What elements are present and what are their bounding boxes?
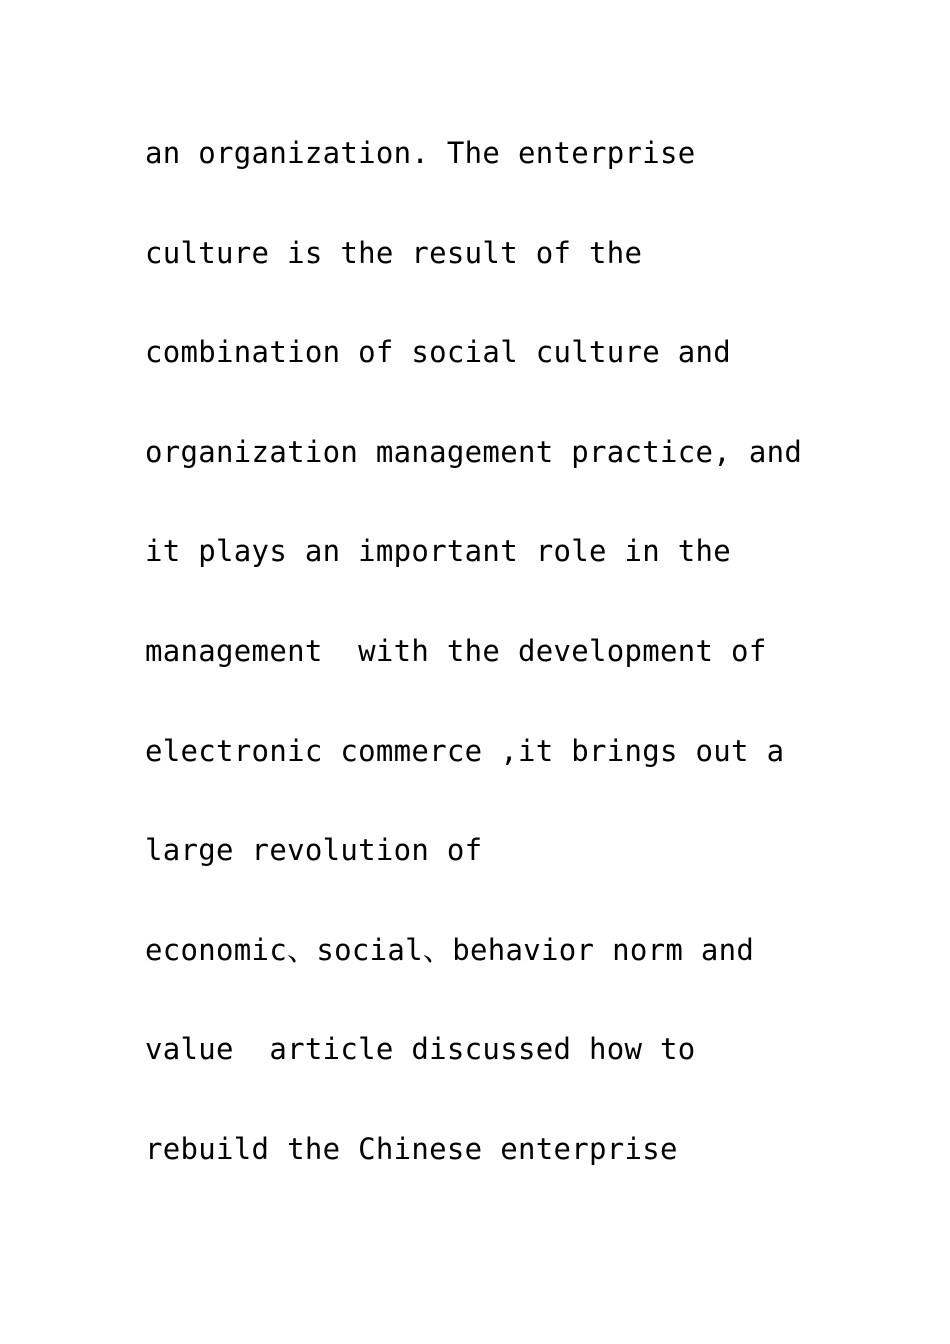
text-line: value article discussed how to: [145, 1032, 696, 1067]
text-line: culture is the result of the: [145, 235, 643, 270]
body-text: [145, 128, 905, 1224]
text-line: combination of social culture and: [145, 335, 732, 370]
text-line: large revolution of: [145, 833, 483, 868]
text-line: it plays an important role in the: [145, 534, 732, 569]
text-line: organization management practice, and: [145, 434, 803, 469]
text-line: management with the development of: [145, 633, 767, 668]
text-line: an organization. The enterprise: [145, 136, 696, 170]
text-line: rebuild the Chinese enterprise: [145, 1131, 678, 1166]
text-line: electronic commerce ,it brings out a: [145, 733, 785, 768]
text-line: economic、social、behavior norm and: [145, 932, 755, 967]
